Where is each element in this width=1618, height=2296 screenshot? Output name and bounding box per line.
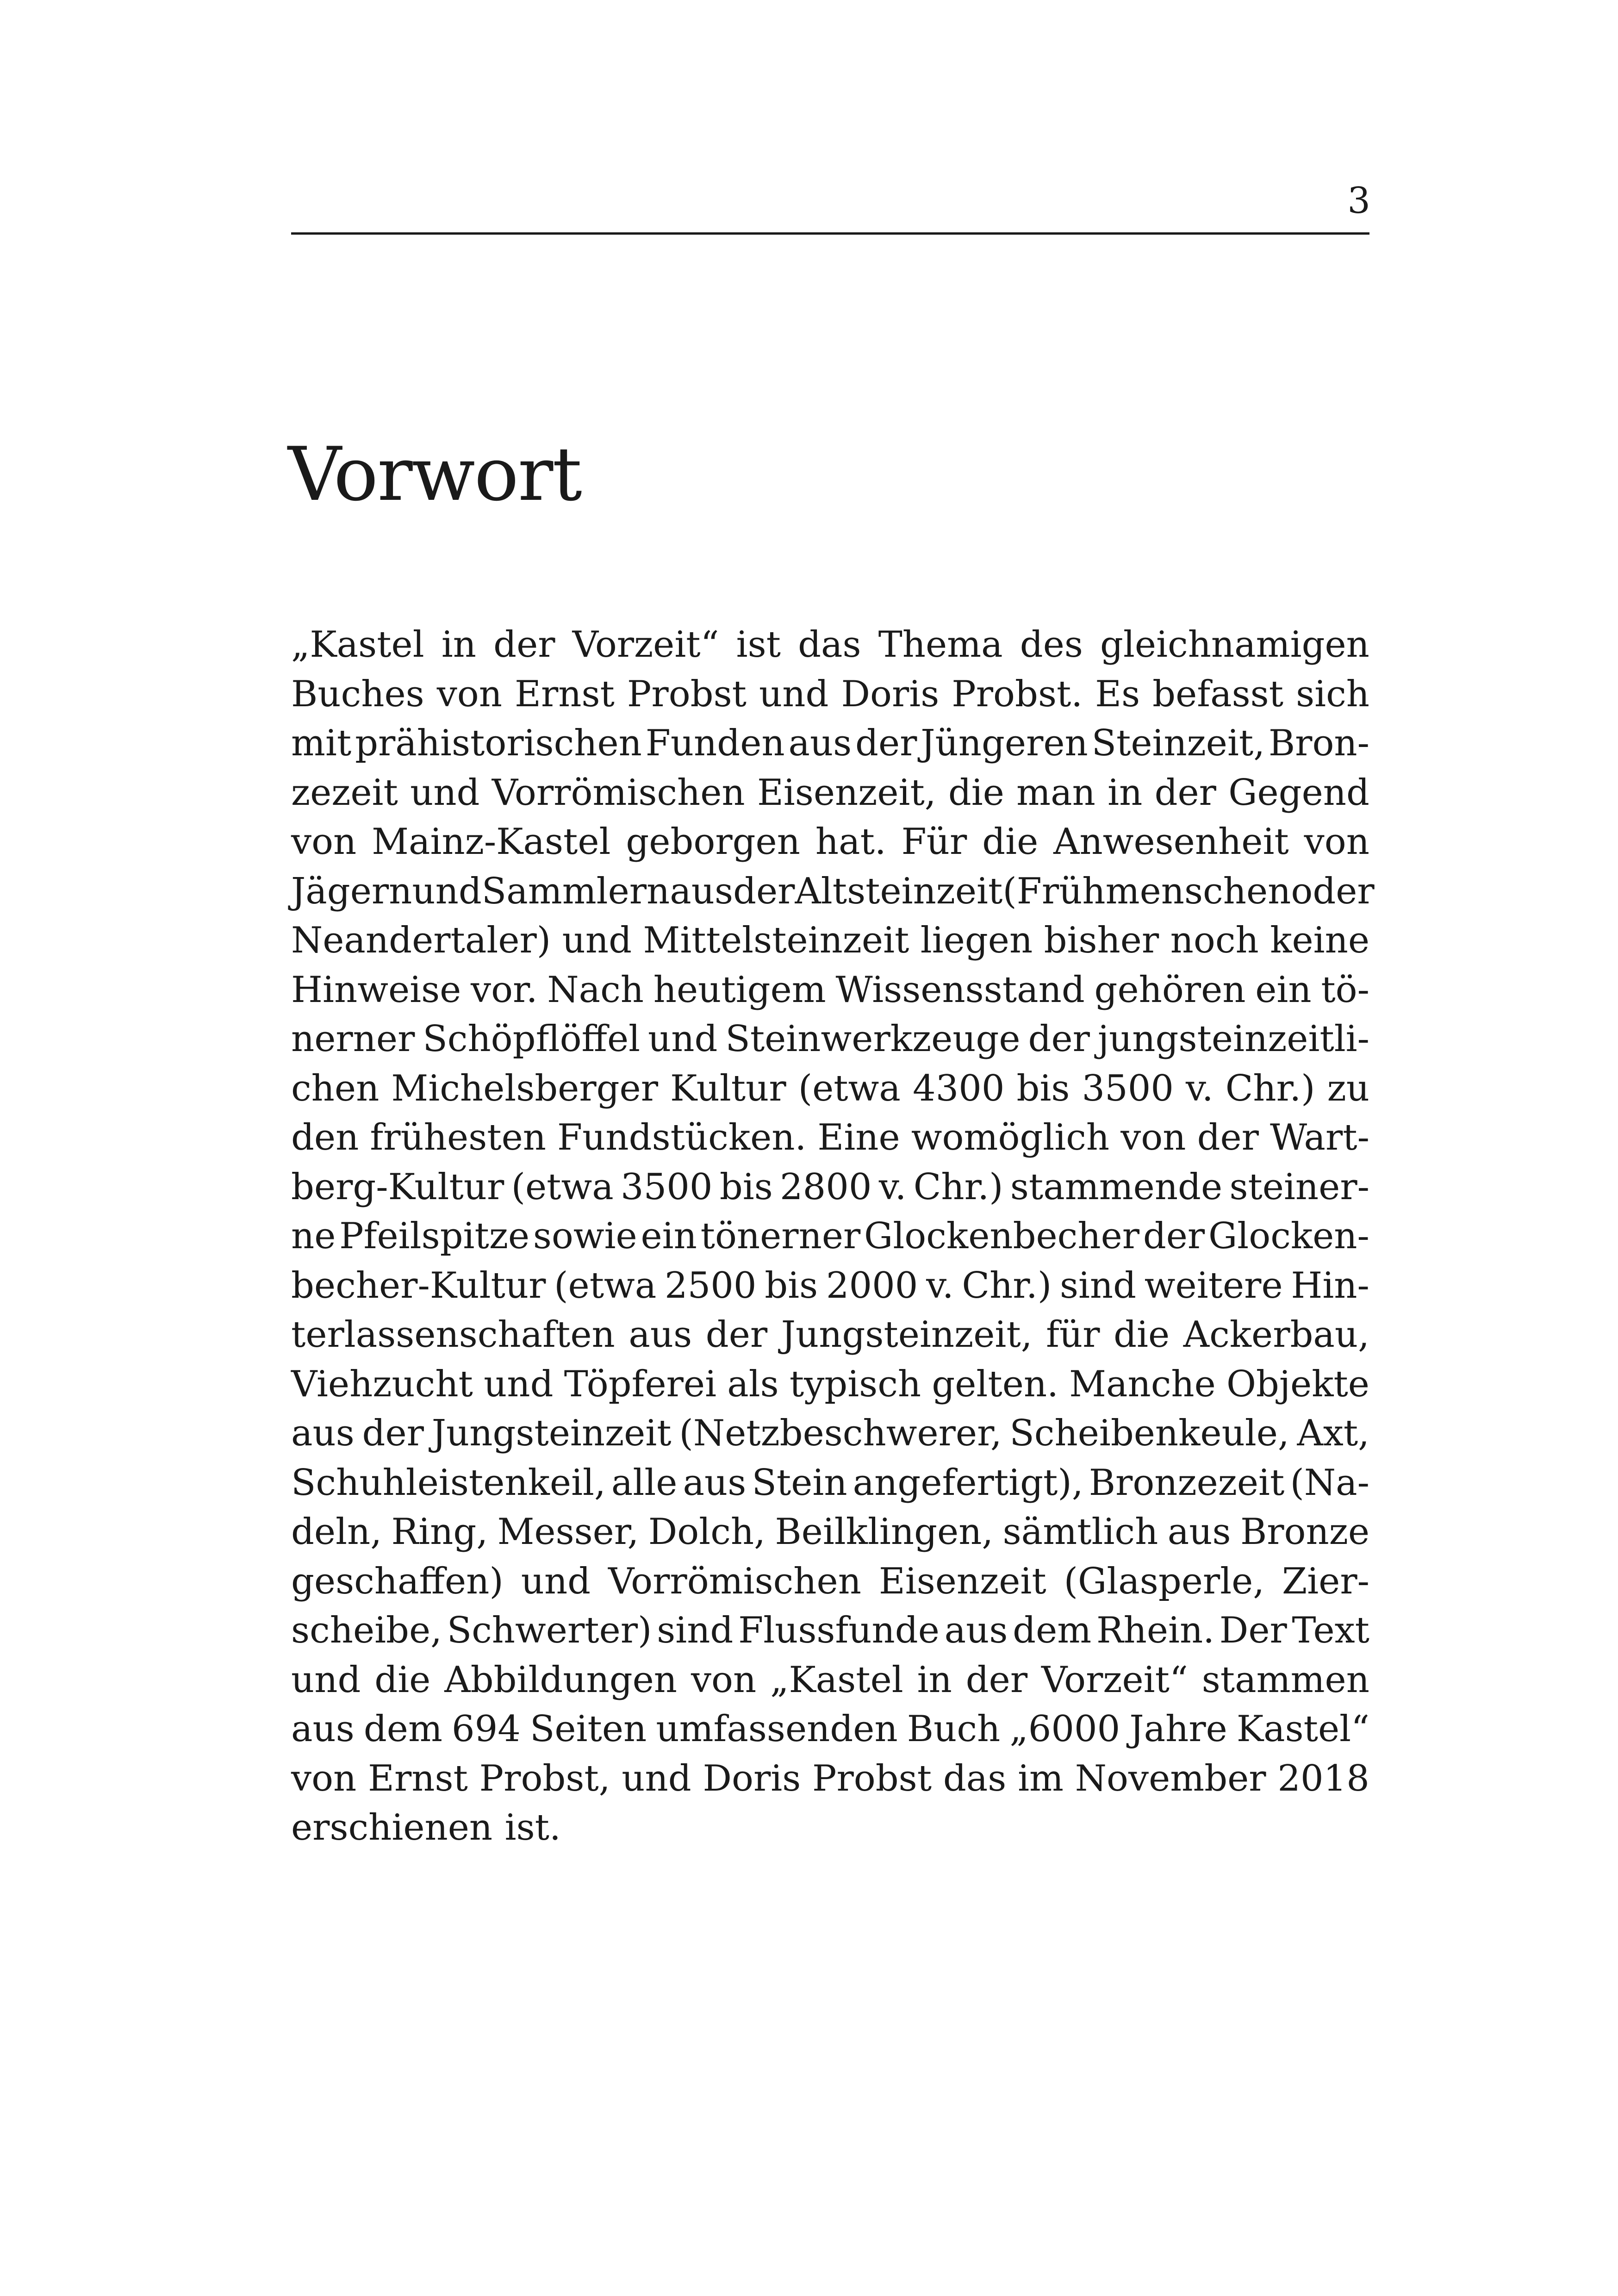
body-word: sich bbox=[1296, 673, 1369, 715]
body-word: Jahre bbox=[1129, 1708, 1227, 1750]
body-word: tönerner bbox=[700, 1215, 861, 1257]
body-word: Chr.) bbox=[1225, 1067, 1315, 1109]
body-word: Schuhleistenkeil, bbox=[291, 1462, 606, 1504]
body-word: aus bbox=[291, 1708, 355, 1750]
body-word: Hin- bbox=[1291, 1264, 1369, 1307]
body-word: Kastel“ bbox=[1236, 1708, 1369, 1750]
body-line bbox=[291, 719, 1369, 768]
body-word: Gegend bbox=[1228, 772, 1369, 814]
body-word: das bbox=[798, 624, 861, 666]
body-word: das bbox=[943, 1757, 1007, 1799]
body-word: aus bbox=[1167, 1511, 1231, 1553]
body-word: Vorrömischen bbox=[492, 772, 745, 814]
body-word: Vorzeit“ bbox=[1041, 1659, 1188, 1701]
body-word: Jüngeren bbox=[921, 722, 1088, 764]
body-word: Flussfunde bbox=[738, 1610, 940, 1651]
body-word: Mainz-Kastel bbox=[372, 821, 611, 863]
body-word: sowie bbox=[533, 1215, 637, 1257]
body-word: Objekte bbox=[1226, 1363, 1369, 1405]
body-word: Probst bbox=[627, 673, 747, 715]
body-word: (etwa bbox=[798, 1067, 901, 1109]
body-word: Ernst bbox=[515, 673, 615, 715]
body-word: Thema bbox=[878, 624, 1003, 666]
body-word: deln, bbox=[291, 1511, 382, 1553]
body-word: 3500 bbox=[621, 1166, 713, 1208]
body-word: Michelsberger bbox=[391, 1067, 658, 1109]
body-word: die bbox=[982, 821, 1039, 863]
body-word: prähistorischen bbox=[355, 722, 642, 764]
body-word: Seiten bbox=[529, 1708, 647, 1750]
body-word: Probst. bbox=[952, 673, 1083, 715]
body-line bbox=[291, 1754, 1369, 1804]
body-word: chen bbox=[291, 1067, 380, 1109]
body-word: Stein bbox=[752, 1462, 847, 1504]
body-word: Text bbox=[1292, 1610, 1369, 1651]
header-rule bbox=[291, 232, 1369, 235]
body-line bbox=[291, 916, 1369, 965]
body-word: die bbox=[1114, 1314, 1170, 1356]
body-word: die bbox=[948, 772, 1004, 814]
body-word: mit bbox=[291, 722, 352, 764]
body-word: gelten. bbox=[932, 1363, 1058, 1405]
body-line bbox=[291, 620, 1369, 670]
body-line bbox=[291, 768, 1369, 818]
body-word: Glockenbecher bbox=[864, 1215, 1140, 1257]
body-word: aus bbox=[629, 1314, 692, 1356]
body-word: Rhein. bbox=[1096, 1610, 1215, 1651]
body-word: ist. bbox=[504, 1807, 561, 1848]
body-word: der bbox=[733, 870, 795, 912]
body-word: terlassenschaften bbox=[291, 1314, 615, 1356]
body-word: Jungsteinzeit, bbox=[781, 1314, 1033, 1356]
body-word: tö- bbox=[1321, 969, 1369, 1011]
body-word: Hinweise bbox=[291, 969, 461, 1011]
body-word: umfassenden bbox=[656, 1708, 898, 1750]
body-word: Zier- bbox=[1282, 1560, 1369, 1602]
body-word: weitere bbox=[1144, 1264, 1283, 1307]
body-word: und bbox=[759, 673, 829, 715]
body-word: Chr.) bbox=[913, 1166, 1003, 1208]
body-word: alle bbox=[611, 1462, 678, 1504]
body-word: aus bbox=[291, 1412, 355, 1454]
body-word: der bbox=[493, 624, 555, 666]
body-word: Eisenzeit bbox=[878, 1560, 1046, 1602]
body-word: bis bbox=[719, 1166, 773, 1208]
body-word: Manche bbox=[1069, 1363, 1216, 1405]
body-word: Der bbox=[1219, 1610, 1287, 1651]
body-word: sind bbox=[1059, 1264, 1137, 1307]
body-line bbox=[291, 867, 1375, 916]
body-word: Töpferei bbox=[564, 1363, 717, 1405]
body-word: Es bbox=[1095, 673, 1140, 715]
body-word: „Kastel bbox=[291, 624, 424, 666]
body-word: im bbox=[1018, 1757, 1064, 1799]
body-word: sämtlich bbox=[1002, 1511, 1158, 1553]
body-word: geborgen bbox=[626, 821, 800, 863]
body-word: Ackerbau, bbox=[1183, 1314, 1369, 1356]
body-line bbox=[291, 1655, 1369, 1705]
body-word: stammen bbox=[1201, 1659, 1369, 1701]
page-number: 3 bbox=[1347, 180, 1370, 222]
body-word: jungsteinzeitli- bbox=[1097, 1018, 1369, 1060]
body-word: „Kastel bbox=[770, 1659, 903, 1701]
body-word: v. bbox=[878, 1166, 907, 1208]
body-word: Kultur bbox=[670, 1067, 786, 1109]
body-word: ein bbox=[1255, 969, 1312, 1011]
body-word: zezeit bbox=[291, 772, 398, 814]
body-word: Messer, bbox=[497, 1511, 639, 1553]
body-word: Nach bbox=[547, 969, 644, 1011]
body-text bbox=[291, 620, 1375, 1853]
body-word: „6000 bbox=[1009, 1708, 1120, 1750]
body-word: Dolch, bbox=[648, 1511, 765, 1553]
body-word: in bbox=[1108, 772, 1143, 814]
body-word: noch bbox=[1170, 920, 1259, 961]
body-word: Schöpflöffel bbox=[423, 1018, 641, 1060]
body-word: stammende bbox=[1010, 1166, 1223, 1208]
body-word: (Na- bbox=[1290, 1462, 1369, 1504]
body-word: (etwa bbox=[554, 1264, 657, 1307]
body-line bbox=[291, 1212, 1369, 1261]
body-word: und bbox=[521, 1560, 591, 1602]
body-word: aus bbox=[788, 722, 852, 764]
body-word: der bbox=[362, 1412, 424, 1454]
body-word: und bbox=[648, 1018, 718, 1060]
body-word: von bbox=[1120, 1117, 1186, 1158]
body-word: 2500 bbox=[665, 1264, 757, 1307]
body-word: Eisenzeit, bbox=[757, 772, 936, 814]
body-word: in bbox=[917, 1659, 952, 1701]
body-word: man bbox=[1016, 772, 1095, 814]
body-word: Axt, bbox=[1297, 1412, 1369, 1454]
body-line bbox=[291, 1014, 1369, 1064]
body-word: nerner bbox=[291, 1018, 415, 1060]
body-word: Ernst bbox=[368, 1757, 468, 1799]
body-word: Anwesenheit bbox=[1053, 821, 1289, 863]
body-word: dem bbox=[1013, 1610, 1092, 1651]
body-word: Scheibenkeule, bbox=[1009, 1412, 1289, 1454]
body-word: Abbildungen bbox=[444, 1659, 678, 1701]
body-line bbox=[291, 817, 1369, 867]
body-word: der bbox=[1154, 772, 1216, 814]
body-line bbox=[291, 1705, 1369, 1754]
body-word: keine bbox=[1270, 920, 1369, 961]
body-word: der bbox=[1197, 1117, 1259, 1158]
body-word: Probst bbox=[812, 1757, 932, 1799]
body-word: aus bbox=[944, 1610, 1008, 1651]
body-word: gehören bbox=[1094, 969, 1246, 1011]
body-word: bis bbox=[765, 1264, 818, 1307]
body-word: 2000 bbox=[826, 1264, 918, 1307]
body-word: hat. bbox=[815, 821, 886, 863]
chapter-title: Vorwort bbox=[288, 431, 581, 517]
body-word: als bbox=[727, 1363, 779, 1405]
body-word: steiner- bbox=[1229, 1166, 1369, 1208]
body-word: geschaffen) bbox=[291, 1560, 504, 1602]
body-word: scheibe, bbox=[291, 1610, 442, 1651]
body-word: Glocken- bbox=[1208, 1215, 1369, 1257]
body-word: (Glasperle, bbox=[1064, 1560, 1265, 1602]
body-word: von bbox=[691, 1659, 757, 1701]
body-word: Doris bbox=[703, 1757, 801, 1799]
body-word: Funden bbox=[645, 722, 785, 764]
body-word: angefertigt), bbox=[853, 1462, 1083, 1504]
body-word: aus bbox=[670, 870, 734, 912]
body-word: berg-Kultur bbox=[291, 1166, 504, 1208]
body-line bbox=[291, 1458, 1369, 1508]
body-line bbox=[291, 1113, 1369, 1163]
body-word: der bbox=[855, 722, 917, 764]
body-word: der bbox=[705, 1314, 768, 1356]
body-word: von bbox=[291, 821, 357, 863]
body-line bbox=[291, 965, 1369, 1015]
body-word: Viehzucht bbox=[291, 1363, 473, 1405]
body-word: Steinzeit, bbox=[1091, 722, 1265, 764]
body-word: Pfeilspitze bbox=[339, 1215, 530, 1257]
body-word: Bronzezeit bbox=[1089, 1462, 1285, 1504]
body-word: Steinwerkzeuge bbox=[725, 1018, 1021, 1060]
body-word: Probst, bbox=[479, 1757, 610, 1799]
body-word: bisher bbox=[1044, 920, 1159, 961]
body-word: ist bbox=[736, 624, 781, 666]
body-word: sind bbox=[657, 1610, 734, 1651]
body-word: bis bbox=[1016, 1067, 1070, 1109]
body-word: 4300 bbox=[912, 1067, 1005, 1109]
body-line bbox=[291, 1261, 1369, 1311]
body-word: und bbox=[291, 1659, 361, 1701]
body-word: Eine bbox=[817, 1117, 900, 1158]
body-word: Buches bbox=[291, 673, 424, 715]
body-line bbox=[291, 670, 1369, 719]
body-line bbox=[291, 1557, 1369, 1606]
body-word: ne bbox=[291, 1215, 336, 1257]
body-word: und bbox=[412, 870, 482, 912]
body-word: gleichnamigen bbox=[1100, 624, 1369, 666]
body-word: dem bbox=[363, 1708, 442, 1750]
body-word: Vorrömischen bbox=[608, 1560, 861, 1602]
body-word: Bronze bbox=[1240, 1511, 1369, 1553]
body-word: (Netzbeschwerer, bbox=[679, 1412, 1002, 1454]
body-word: Vorzeit“ bbox=[572, 624, 719, 666]
body-word: becher-Kultur bbox=[291, 1264, 546, 1307]
body-line bbox=[291, 1606, 1369, 1655]
body-word: die bbox=[374, 1659, 431, 1701]
body-word: den bbox=[291, 1117, 359, 1158]
body-line bbox=[291, 1507, 1369, 1557]
body-word: von bbox=[436, 673, 502, 715]
body-word: und bbox=[622, 1757, 691, 1799]
body-word: Fundstücken. bbox=[557, 1117, 807, 1158]
body-word: der bbox=[1143, 1215, 1205, 1257]
body-word: v. bbox=[1186, 1067, 1214, 1109]
body-line bbox=[291, 1360, 1369, 1409]
body-word: Schwerter) bbox=[447, 1610, 652, 1651]
body-word: von bbox=[291, 1757, 357, 1799]
body-word: der bbox=[1028, 1018, 1090, 1060]
body-word: November bbox=[1075, 1757, 1266, 1799]
body-word: und bbox=[562, 920, 632, 961]
body-word: (Frühmenschen bbox=[1002, 870, 1291, 912]
body-word: und bbox=[410, 772, 480, 814]
body-word: frühesten bbox=[370, 1117, 546, 1158]
body-word: Buch bbox=[907, 1708, 1001, 1750]
body-word: 694 bbox=[452, 1708, 521, 1750]
body-word: 2018 bbox=[1277, 1757, 1369, 1799]
body-word: von bbox=[1304, 821, 1369, 863]
body-word: Altsteinzeit bbox=[795, 870, 1003, 912]
body-word: oder bbox=[1291, 870, 1375, 912]
body-word: der bbox=[965, 1659, 1028, 1701]
body-word: vor. bbox=[471, 969, 538, 1011]
body-line bbox=[291, 1163, 1369, 1212]
body-word: Wart- bbox=[1270, 1117, 1369, 1158]
body-word: v. bbox=[926, 1264, 954, 1307]
body-word: Wissensstand bbox=[835, 969, 1085, 1011]
body-word: Doris bbox=[841, 673, 940, 715]
body-word: in bbox=[441, 624, 476, 666]
body-line bbox=[291, 1064, 1369, 1114]
body-word: 3500 bbox=[1082, 1067, 1174, 1109]
body-word: typisch bbox=[789, 1363, 921, 1405]
body-word: und bbox=[484, 1363, 554, 1405]
body-word: für bbox=[1046, 1314, 1100, 1356]
body-word: Für bbox=[901, 821, 967, 863]
body-word: erschienen bbox=[291, 1807, 493, 1848]
body-word: zu bbox=[1327, 1067, 1369, 1109]
body-word: Neandertaler) bbox=[291, 920, 551, 961]
body-word: Mittelsteinzeit bbox=[643, 920, 909, 961]
body-word: des bbox=[1020, 624, 1083, 666]
body-word: Jungsteinzeit bbox=[431, 1412, 672, 1454]
body-word: Beilklingen, bbox=[775, 1511, 994, 1553]
body-word: heutigem bbox=[653, 969, 826, 1011]
body-word: befasst bbox=[1152, 673, 1284, 715]
body-line bbox=[291, 1409, 1369, 1458]
body-line bbox=[291, 1803, 1369, 1853]
body-line bbox=[291, 1310, 1369, 1360]
body-word: liegen bbox=[920, 920, 1033, 961]
body-word: Chr.) bbox=[962, 1264, 1052, 1307]
body-word: (etwa bbox=[511, 1166, 614, 1208]
body-word: 2800 bbox=[780, 1166, 872, 1208]
body-word: aus bbox=[683, 1462, 747, 1504]
body-word: womöglich bbox=[911, 1117, 1110, 1158]
body-word: Ring, bbox=[391, 1511, 488, 1553]
body-word: ein bbox=[641, 1215, 697, 1257]
body-word: Jägern bbox=[291, 870, 412, 912]
body-word: Sammlern bbox=[481, 870, 670, 912]
body-word: Bron- bbox=[1268, 722, 1369, 764]
